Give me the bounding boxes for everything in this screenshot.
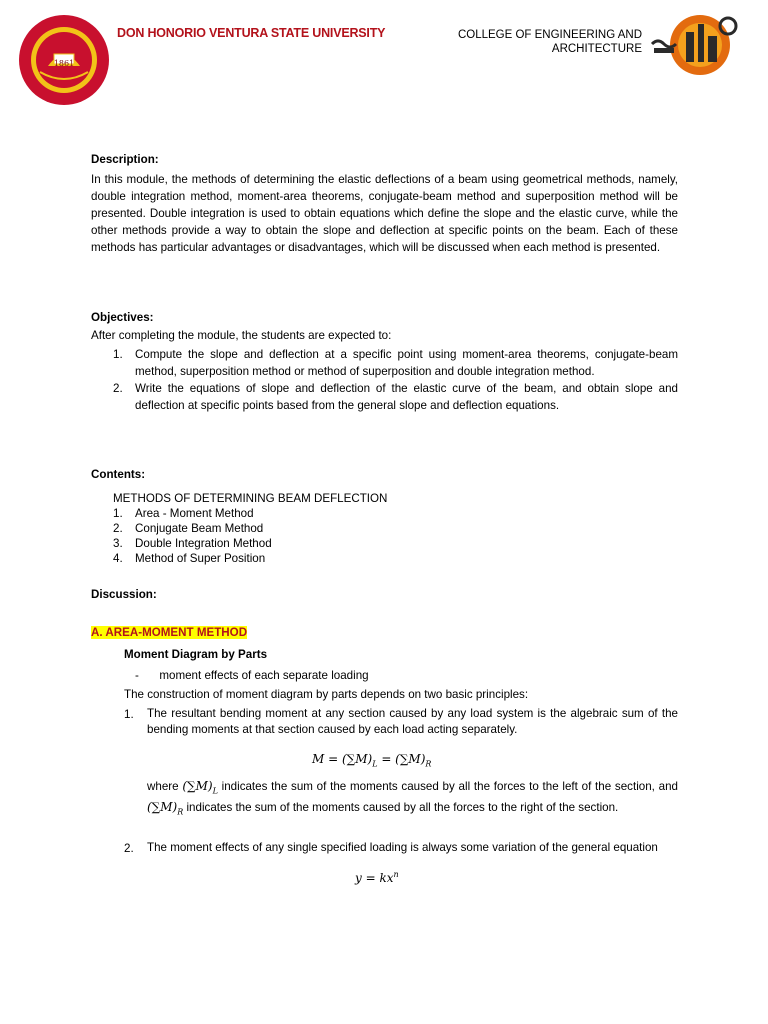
contents-item	[113, 521, 387, 536]
contents-item	[113, 506, 387, 521]
principle-2-text: The moment effects of any single specified loading is always some variation of the general equation	[147, 841, 658, 854]
principle-1-text: The resultant bending moment at any section caused by any load system is the algebraic sum of the bending moments at that section caused by each load acting separately.	[147, 707, 678, 736]
where-text-left: indicates the sum of the moments caused by all the forces to the left of the section, and	[221, 780, 678, 793]
college-line-2: ARCHITECTURE	[551, 43, 642, 55]
principles-intro: The construction of moment diagram by parts depends on two basic principles:	[124, 688, 529, 701]
contents-number: 2.	[113, 522, 123, 535]
where-paragraph: where $(\sum M)_L$ indicates the sum of the moments caused by all the forces to the left of the section, and $(\sum M)_R$ indicates the sum of the moments caused by all the forces to the right of the section.	[147, 779, 678, 817]
objective-number: 1.	[113, 348, 123, 361]
dash-item	[135, 667, 655, 684]
contents-number: 3.	[113, 537, 123, 550]
objective-item	[113, 380, 678, 414]
college-name	[458, 28, 642, 56]
objectives-list	[113, 346, 678, 414]
description-heading: Description:	[91, 153, 159, 166]
objective-item	[113, 346, 678, 380]
contents-list	[113, 491, 387, 566]
college-line-1: COLLEGE OF ENGINEERING AND	[457, 29, 642, 41]
contents-title: METHODS OF DETERMINING BEAM DEFLECTION	[113, 492, 388, 505]
contents-text: Conjugate Beam Method	[135, 522, 264, 535]
where-text-right: indicates the sum of the moments caused by all the forces to the right of the section.	[186, 801, 619, 815]
objective-text: Write the equations of slope and deflection of the elastic curve of the beam, and obtain slope and deflection at specific points based from the general slope and deflection equations.	[135, 382, 678, 412]
description-text: In this module, the methods of determining the elastic deflections of a beam using geometrical methods, namely, double integration method, moment-area theorems, conjugate-beam method and superposition method will be presented. Double integration is used to obtain equations which define the slope and the elastic curve, while the other methods provide a way to obtain the slope and deflection at specific points on the beam. Each of these methods has particular advantages or disadvantages, which will be discussed when each method is presented.	[91, 173, 678, 254]
where-word: where	[147, 780, 179, 793]
contents-item	[113, 536, 387, 551]
university-name: DON HONORIO VENTURA STATE UNIVERSITY	[117, 26, 386, 40]
contents-text: Double Integration Method	[135, 537, 272, 550]
objective-text: Compute the slope and deflection at a specific point using moment-area theorems, conjugate-beam method, superposition method or method of superposition and double integration method.	[135, 348, 678, 378]
college-logo	[650, 14, 742, 76]
contents-number: 1.	[113, 507, 123, 520]
contents-text: Area - Moment Method	[135, 507, 254, 520]
equation-1: $M = (\sum M)_L = (\sum M)_R$	[312, 752, 432, 769]
contents-text: Method of Super Position	[135, 552, 266, 565]
discussion-heading: Discussion:	[91, 588, 157, 601]
university-seal-logo	[18, 14, 110, 106]
equation-2: $y = kx^n$	[355, 870, 399, 885]
dash-item-text: moment effects of each separate loading	[159, 669, 369, 682]
contents-number: 4.	[113, 552, 123, 565]
dash-marker: -	[135, 669, 139, 682]
principle-2-number: 2.	[124, 842, 134, 855]
section-title-text: A. AREA-MOMENT METHOD	[91, 626, 248, 639]
contents-item	[113, 551, 387, 566]
svg-text:1861: 1861	[53, 59, 75, 68]
objectives-heading: Objectives:	[91, 311, 154, 324]
objective-number: 2.	[113, 382, 123, 395]
section-title	[91, 626, 247, 639]
contents-heading: Contents:	[91, 468, 146, 481]
subheading: Moment Diagram by Parts	[124, 648, 268, 661]
objectives-intro: After completing the module, the students are expected to:	[91, 329, 392, 342]
principle-1-number: 1.	[124, 708, 134, 721]
